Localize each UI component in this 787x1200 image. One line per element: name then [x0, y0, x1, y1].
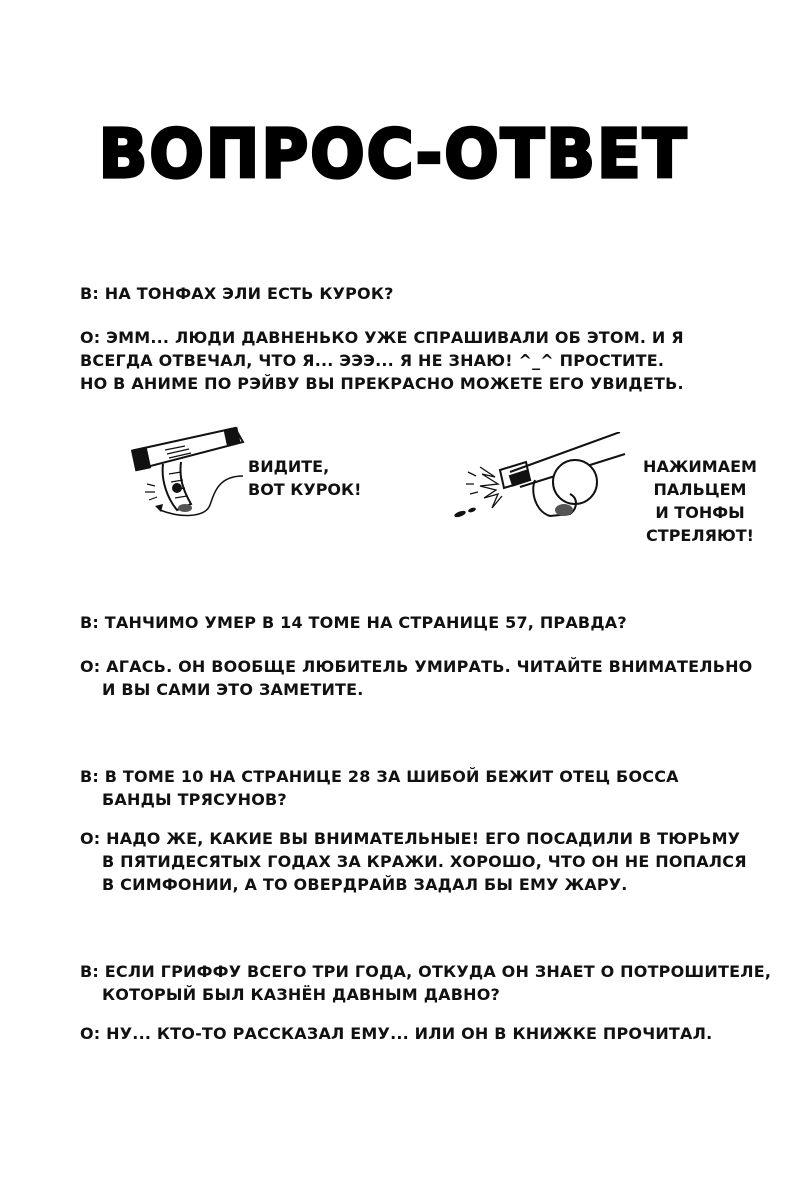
answer-line: НО В АНИМЕ ПО РЭЙВУ ВЫ ПРЕКРАСНО МОЖЕТЕ ЕГО УВИДЕТЬ. — [80, 374, 684, 393]
answer-line: И ВЫ САМИ ЭТО ЗАМЕТИТЕ. — [102, 680, 364, 699]
answer-line: ВСЕГДА ОТВЕЧАЛ, ЧТО Я... ЭЭЭ... Я НЕ ЗНАЮ! ^_^ ПРОСТИТЕ. — [80, 351, 665, 370]
qa-item-2 — [80, 611, 740, 634]
caption-line: ВОТ КУРОК! — [248, 480, 362, 499]
answer-line: О: ЭММ... ЛЮДИ ДАВНЕНЬКО УЖЕ СПРАШИВАЛИ ОБ ЭТОМ. И Я — [80, 328, 684, 347]
answer-line: В СИМФОНИИ, А ТО ОВЕРДРАЙВ ЗАДАЛ БЫ ЕМУ ЖАРУ. — [102, 875, 628, 894]
question: В: ТАНЧИМО УМЕР В 14 ТОМЕ НА СТРАНИЦЕ 57, ПРАВДА? — [80, 613, 627, 632]
tonfa-firing-illustration — [440, 432, 630, 527]
qa-item-1-answer — [80, 326, 740, 395]
qa-item-3 — [80, 765, 740, 811]
answer-line: О: НАДО ЖЕ, КАКИЕ ВЫ ВНИМАТЕЛЬНЫЕ! ЕГО ПОСАДИЛИ В ТЮРЬМУ — [80, 829, 741, 848]
question: В: В ТОМЕ 10 НА СТРАНИЦЕ 28 ЗА ШИБОЙ БЕЖИТ ОТЕЦ БОССА — [80, 767, 679, 786]
caption-line: И ТОНФЫ — [655, 503, 745, 522]
caption-line: ВИДИТЕ, — [248, 457, 330, 476]
question: КОТОРЫЙ БЫЛ КАЗНЁН ДАВНЫМ ДАВНО? — [102, 985, 500, 1004]
qa-item-4 — [80, 960, 772, 1006]
right-caption — [640, 455, 760, 547]
question: В: ЕСЛИ ГРИФФУ ВСЕГО ТРИ ГОДА, ОТКУДА ОН ЗНАЕТ О ПОТРОШИТЕЛЕ, — [80, 962, 772, 981]
caption-line: ПАЛЬЦЕМ — [653, 480, 747, 499]
answer-line: О: НУ... КТО-ТО РАССКАЗАЛ ЕМУ... ИЛИ ОН В КНИЖКЕ ПРОЧИТАЛ. — [80, 1024, 713, 1043]
answer-line: В ПЯТИДЕСЯТЫХ ГОДАХ ЗА КРАЖИ. ХОРОШО, ЧТО ОН НЕ ПОПАЛСЯ — [102, 852, 747, 871]
tonfa-trigger-illustration — [125, 420, 250, 520]
qa-item-4-answer — [80, 1022, 740, 1045]
answer-line: О: АГАСЬ. ОН ВООБЩЕ ЛЮБИТЕЛЬ УМИРАТЬ. ЧИТАЙТЕ ВНИМАТЕЛЬНО — [80, 657, 753, 676]
qa-item-2-answer — [80, 655, 753, 701]
qa-item-1 — [80, 282, 740, 305]
question: В: НА ТОНФАХ ЭЛИ ЕСТЬ КУРОК? — [80, 284, 394, 303]
caption-line: СТРЕЛЯЮТ! — [646, 526, 754, 545]
caption-line: НАЖИМАЕМ — [643, 457, 757, 476]
page-title: ВОПРОС-ОТВЕТ — [98, 116, 689, 194]
qa-item-3-answer — [80, 827, 747, 896]
left-caption — [248, 455, 361, 501]
question: БАНДЫ ТРЯСУНОВ? — [102, 790, 287, 809]
